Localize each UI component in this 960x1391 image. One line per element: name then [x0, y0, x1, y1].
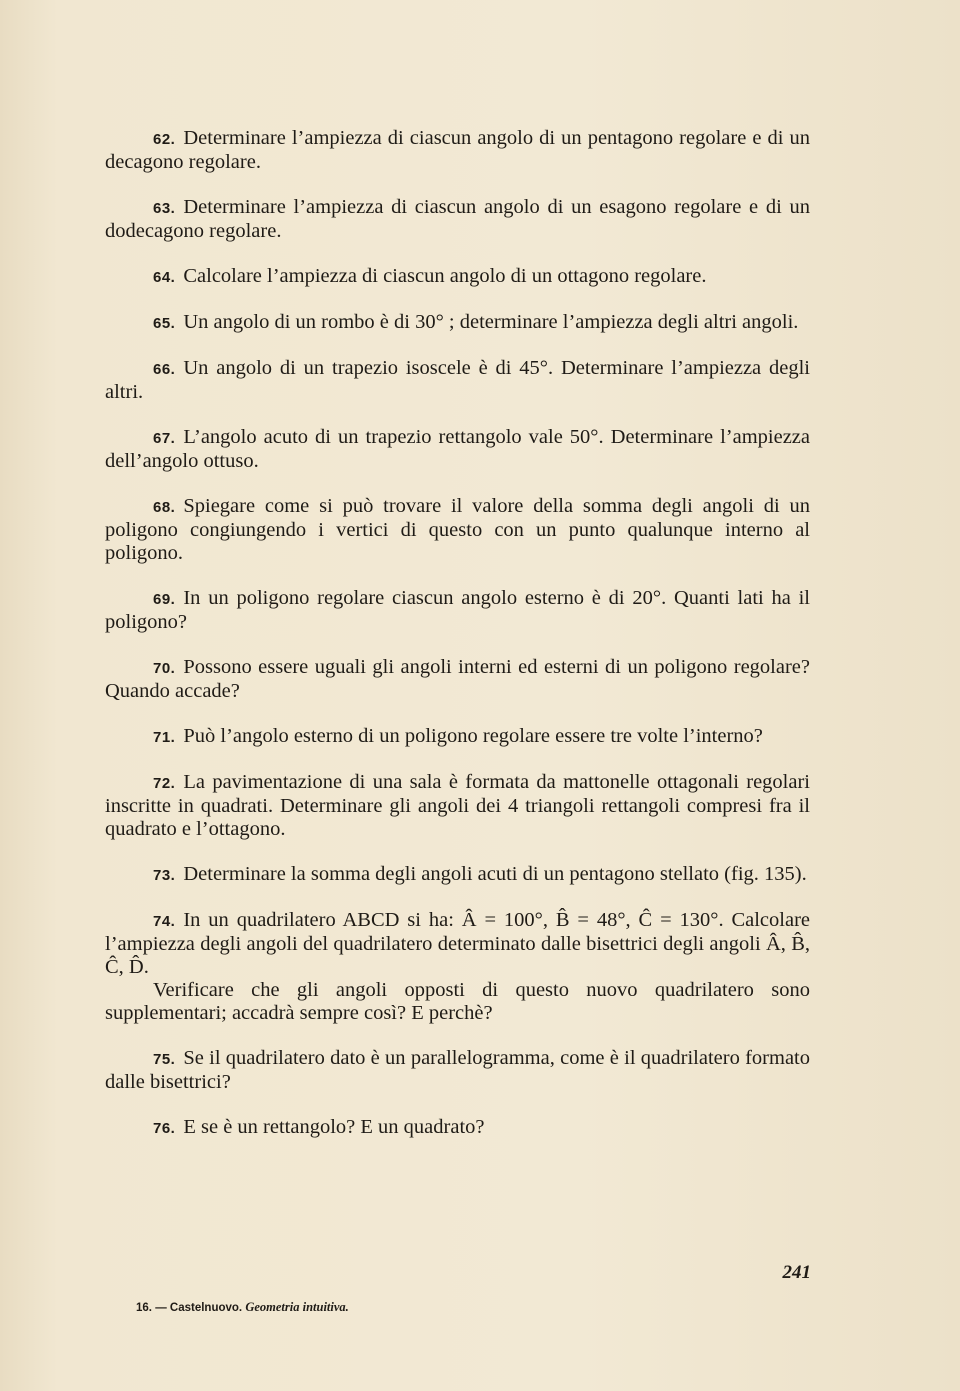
exercise-number: 67.: [153, 430, 176, 447]
exercise-73: [105, 863, 810, 887]
exercise-text: Un angolo di un rombo è di 30° ; determinare l’ampiezza degli altri angoli.: [183, 311, 799, 333]
footer-author: Castelnuovo.: [169, 1302, 243, 1314]
exercise-number: 65.: [153, 315, 176, 332]
exercise-text: E se è un rettangolo? E un quadrato?: [183, 1116, 485, 1138]
exercise-text: In un poligono regolare ciascun angolo esterno è di 20°. Quanti lati ha il poligono?: [105, 587, 810, 633]
exercise-72: [105, 771, 810, 841]
exercise-number: 76.: [153, 1120, 176, 1137]
exercise-74: [105, 909, 810, 1025]
exercise-text-continued: Verificare che gli angoli opposti di questo nuovo quadrilatero sono supplementari; accadrà sempre così? E perchè?: [105, 979, 810, 1024]
exercise-list: [105, 127, 810, 1140]
exercise-68: [105, 495, 810, 565]
exercise-69: [105, 587, 810, 634]
sheet-number: 16.: [136, 1302, 152, 1314]
exercise-67: [105, 426, 810, 473]
exercise-76: [105, 1116, 810, 1140]
exercise-number: 63.: [153, 200, 176, 217]
exercise-65: [105, 311, 810, 335]
exercise-number: 71.: [153, 729, 176, 746]
exercise-number: 73.: [153, 867, 176, 884]
exercise-text: In un quadrilatero ABCD si ha: Â = 100°, B̂ = 48°, Ĉ = 130°. Calcolare l’ampiezza degli angoli del quadrilatero determinato dalle bisettrici degli angoli Â, B̂, Ĉ, D̂.: [105, 909, 810, 978]
signature-footer: [136, 1300, 349, 1315]
exercise-63: [105, 196, 810, 243]
exercise-number: 69.: [153, 591, 176, 608]
exercise-number: 68.: [153, 499, 176, 516]
exercise-text: Spiegare come si può trovare il valore della somma degli angoli di un poligono congiungendo i vertici di questo con un punto qualunque interno al poligono.: [105, 495, 810, 564]
exercise-text: Calcolare l’ampiezza di ciascun angolo di un ottagono regolare.: [183, 265, 707, 287]
exercise-number: 70.: [153, 660, 176, 677]
exercise-text: Possono essere uguali gli angoli interni ed esterni di un poligono regolare? Quando accade?: [105, 656, 810, 702]
footer-dash: —: [155, 1302, 167, 1314]
exercise-64: [105, 265, 810, 289]
exercise-71: [105, 725, 810, 749]
exercise-62: [105, 127, 810, 174]
exercise-text: Può l’angolo esterno di un poligono regolare essere tre volte l’interno?: [183, 725, 763, 747]
exercise-text: Un angolo di un trapezio isoscele è di 45°. Determinare l’ampiezza degli altri.: [105, 357, 810, 403]
exercise-text: Determinare la somma degli angoli acuti di un pentagono stellato (fig. 135).: [183, 863, 807, 885]
page-number: 241: [782, 1262, 811, 1283]
exercise-text: Determinare l’ampiezza di ciascun angolo di un esagono regolare e di un dodecagono regolare.: [105, 196, 810, 242]
exercise-number: 72.: [153, 775, 176, 792]
exercise-text: Determinare l’ampiezza di ciascun angolo di un pentagono regolare e di un decagono regolare.: [105, 127, 810, 173]
exercise-number: 62.: [153, 131, 176, 148]
exercise-number: 64.: [153, 269, 176, 286]
exercise-number: 74.: [153, 913, 176, 930]
exercise-75: [105, 1047, 810, 1094]
exercise-66: [105, 357, 810, 404]
exercise-text: L’angolo acuto di un trapezio rettangolo vale 50°. Determinare l’ampiezza dell’angolo ottuso.: [105, 426, 810, 472]
exercise-70: [105, 656, 810, 703]
exercise-text: La pavimentazione di una sala è formata da mattonelle ottagonali regolari inscritte in quadrati. Determinare gli angoli dei 4 triangoli rettangoli compresi fra il quadrato e l’ottagono.: [105, 771, 810, 840]
exercise-text: Se il quadrilatero dato è un parallelogramma, come è il quadrilatero formato dalle bisettrici?: [105, 1047, 810, 1093]
footer-book-title: Geometria intuitiva.: [245, 1300, 349, 1314]
exercise-number: 75.: [153, 1051, 176, 1068]
exercise-number: 66.: [153, 361, 176, 378]
